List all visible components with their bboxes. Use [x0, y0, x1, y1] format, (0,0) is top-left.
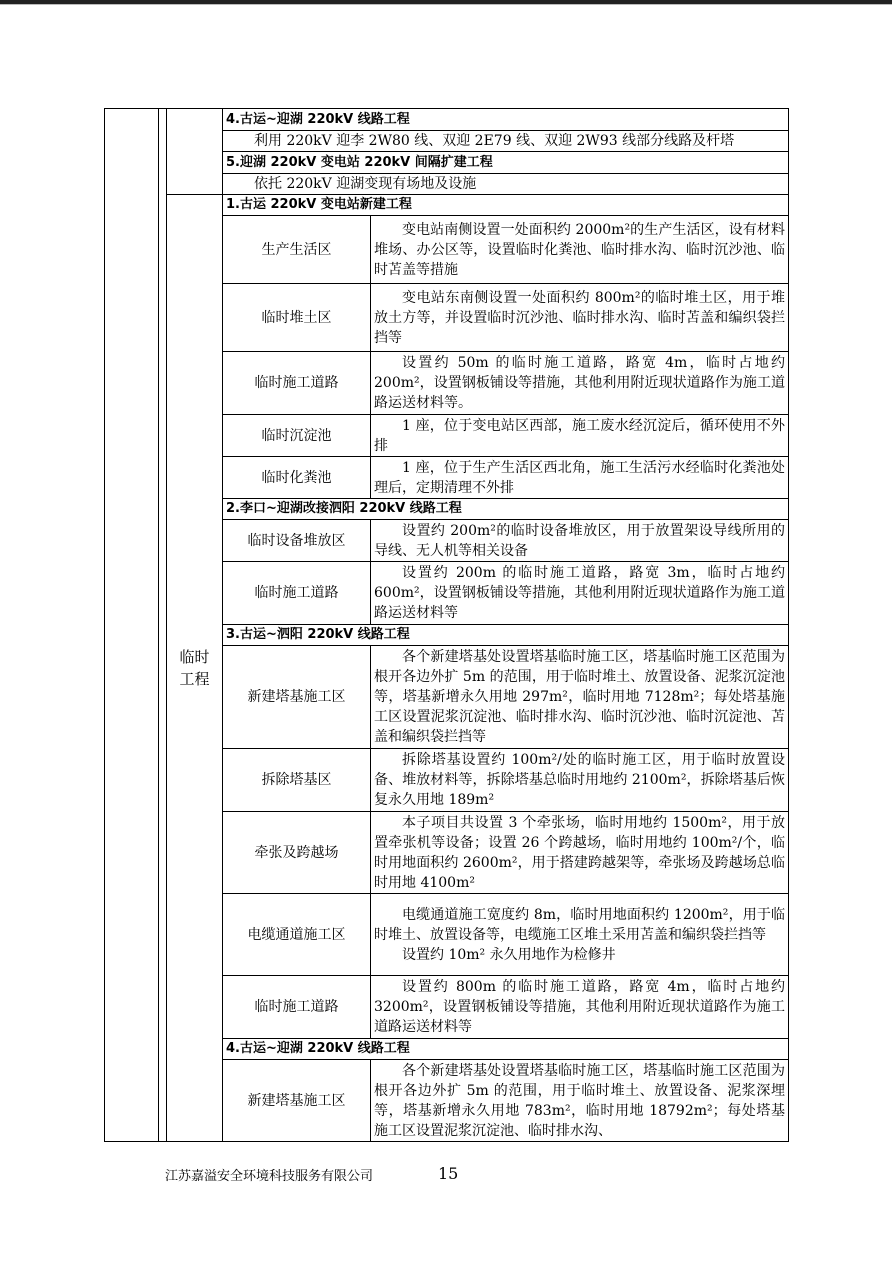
row-description: [371, 976, 789, 1039]
row-label: 临时化粪池: [223, 457, 371, 499]
row-description-text: 各个新建塔基处设置塔基临时施工区，塔基临时施工区范围为根开各边外扩 5m 的范围，用于临时堆土、放置设备、泥浆沉淀池等，塔基新增永久用地 297m²，临时用地 7128m²；每处塔基施工区设置泥浆沉淀池、临时排水沟、临时沉沙池、临时沉淀池、苫盖和编织袋拦挡等: [374, 649, 785, 745]
category-cell-blank: [167, 109, 223, 195]
section-desc: 利用 220kV 迎李 2W80 线、双迎 2E79 线、双迎 2W93 线部分线路及杆塔: [223, 131, 789, 152]
row-description-text: 1 座，位于生产生活区西北角，施工生活污水经临时化粪池处理后，定期清理不外排: [374, 459, 785, 496]
row-description: [371, 520, 789, 562]
row-description: [371, 216, 789, 284]
row-description: [371, 1060, 789, 1142]
section-title: 4.古运~迎湖 220kV 线路工程: [223, 109, 789, 131]
row-description: [371, 284, 789, 352]
category-label: 临时 工程: [179, 648, 210, 688]
table-row: [105, 195, 789, 216]
row-description: [371, 352, 789, 415]
row-description-text: 设置约 200m 的临时施工道路，路宽 3m，临时占地约 600m²，设置钢板铺设等措施，其他利用附近现状道路作为施工道路运送材料等: [374, 565, 785, 621]
table-row: [105, 109, 789, 131]
section-title: 1.古运 220kV 变电站新建工程: [223, 195, 789, 216]
row-label: 临时设备堆放区: [223, 520, 371, 562]
category-cell: [167, 195, 223, 1142]
row-label: 拆除塔基区: [223, 749, 371, 812]
page-number: 15: [438, 1164, 459, 1183]
row-description: [371, 457, 789, 499]
row-description-text: 设置约 50m 的临时施工道路，路宽 4m，临时占地约 200m²，设置钢板铺设等措施，其他利用附近现状道路作为施工道路运送材料等。: [374, 355, 785, 411]
row-description: [371, 415, 789, 457]
row-description-text: 拆除塔基设置约 100m²/处的临时施工区，用于临时放置设备、堆放材料等，拆除塔基总临时用地约 2100m²，拆除塔基后恢复永久用地 189m²: [374, 752, 785, 808]
outer-column: [105, 109, 159, 1142]
row-description-text: 1 座，位于变电站区西部，施工废水经沉淀后，循环使用不外排: [374, 417, 785, 454]
row-description-text: 设置约 800m 的临时施工道路，路宽 4m，临时占地约 3200m²，设置钢板铺设等措施，其他利用附近现状道路作为施工道路运送材料等: [374, 979, 785, 1035]
row-description: [371, 749, 789, 812]
row-description: [371, 562, 789, 625]
row-description-text: 设置约 200m²的临时设备堆放区，用于放置架设导线所用的导线、无人机等相关设备: [374, 522, 785, 559]
row-label: 临时施工道路: [223, 562, 371, 625]
footer-company: 江苏嘉溢安全环境科技服务有限公司: [165, 1169, 374, 1184]
top-border-line-thin: [0, 4, 892, 5]
engineering-table: [104, 108, 789, 1142]
row-label: 临时施工道路: [223, 976, 371, 1039]
row-description-text: 本子项目共设置 3 个牵张场，临时用地约 1500m²，用于放置牵张机等设备；设置 26 个跨越场，临时用地约 100m²/个，临时用地面积约 2600m²，用于搭建跨越架等，牵张场及跨越场总临时用地 4100m²: [374, 814, 785, 891]
section-desc: 依托 220kV 迎湖变现有场地及设施: [223, 174, 789, 195]
row-label: 新建塔基施工区: [223, 1060, 371, 1142]
row-label: 临时施工道路: [223, 352, 371, 415]
row-label: 新建塔基施工区: [223, 646, 371, 749]
row-label: 临时堆土区: [223, 284, 371, 352]
row-label: 电缆通道施工区: [223, 894, 371, 976]
section-title: 3.古运~泗阳 220kV 线路工程: [223, 625, 789, 646]
row-description: [371, 646, 789, 749]
section-title: 2.李口~迎湖改接泗阳 220kV 线路工程: [223, 499, 789, 520]
row-description-text: 电缆通道施工宽度约 8m，临时用地面积约 1200m²，用于临时堆土、放置设备等，电缆施工区堆土采用苫盖和编织袋拦挡等: [374, 906, 785, 943]
row-label: 临时沉淀池: [223, 415, 371, 457]
row-description-text: 变电站南侧设置一处面积约 2000m²的生产生活区，设有材料堆场、办公区等，设置临时化粪池、临时排水沟、临时沉沙池、临时苫盖等措施: [374, 221, 785, 278]
inner-column: [159, 109, 167, 1142]
row-description-text: 变电站东南侧设置一处面积约 800m²的临时堆土区，用于堆放土方等，并设置临时沉沙池、临时排水沟、临时苫盖和编织袋拦挡等: [374, 289, 785, 346]
row-description: [371, 812, 789, 894]
row-description-text: 各个新建塔基处设置塔基临时施工区，塔基临时施工区范围为根开各边外扩 5m 的范围，用于临时堆土、放置设备、泥浆深埋等，塔基新增永久用地 783m²，临时用地 18792m²；每处塔基施工区设置泥浆沉淀池、临时排水沟、: [374, 1062, 785, 1139]
row-label: 生产生活区: [223, 216, 371, 284]
row-description-text-2: 设置约 10m² 永久用地作为检修井: [402, 946, 616, 963]
row-description: [371, 894, 789, 976]
row-label: 牵张及跨越场: [223, 812, 371, 894]
section-title: 4.古运~迎湖 220kV 线路工程: [223, 1039, 789, 1060]
section-title: 5.迎湖 220kV 变电站 220kV 间隔扩建工程: [223, 152, 789, 174]
